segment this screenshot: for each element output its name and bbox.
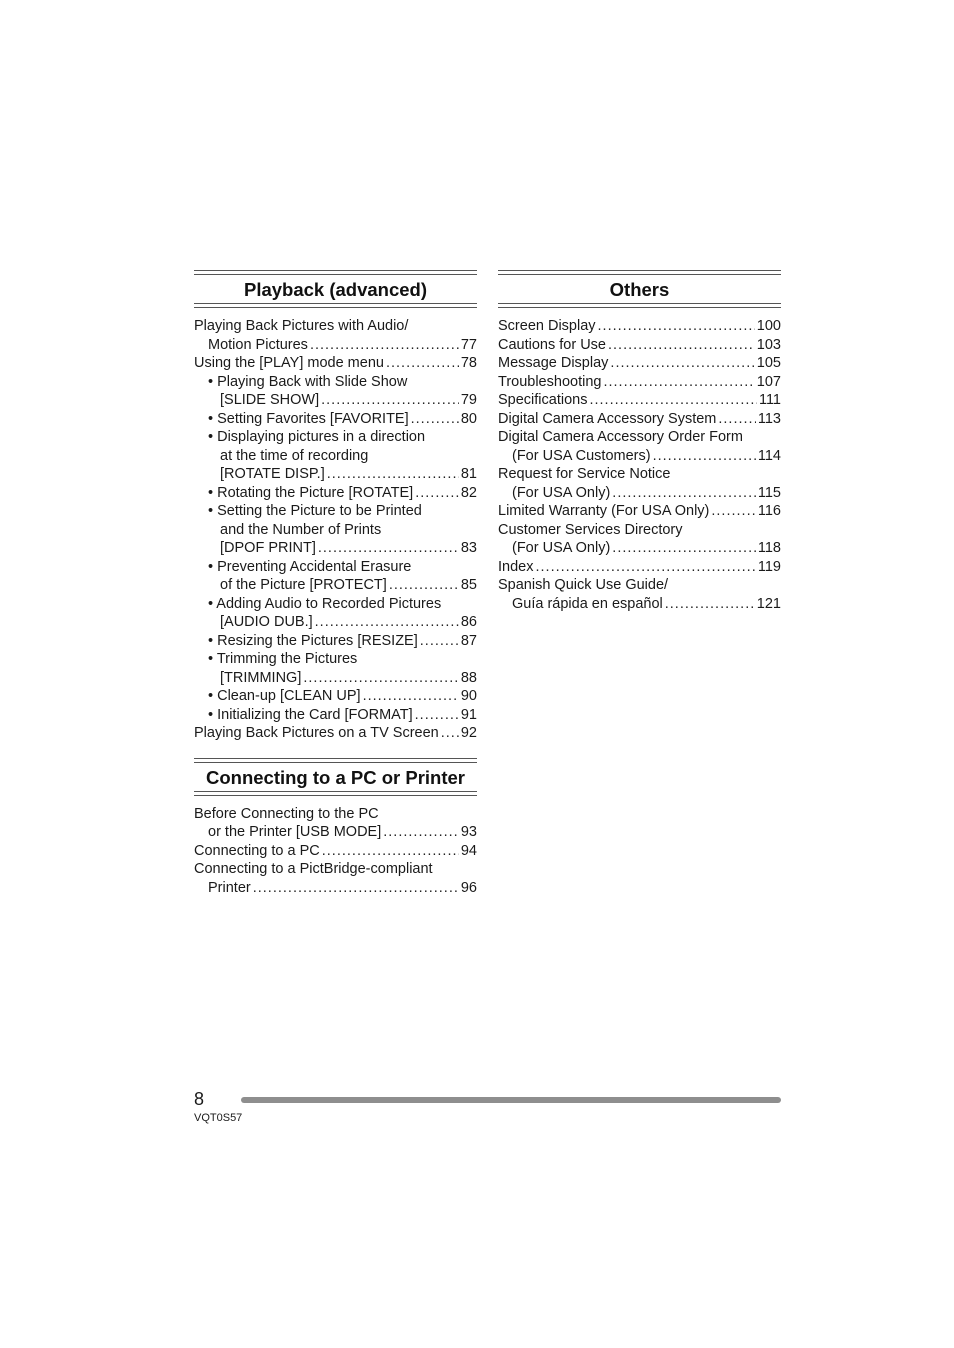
toc-entry-line	[194, 391, 477, 410]
toc-page-number: 79	[460, 392, 477, 408]
toc-entry-line	[498, 521, 781, 540]
toc-entry-line	[194, 724, 477, 743]
toc-page-number: 82	[460, 484, 477, 501]
section-header	[194, 270, 477, 308]
dot-leader	[589, 391, 756, 410]
toc-entry	[194, 860, 477, 897]
toc-entry-line	[498, 484, 781, 503]
toc-entry-text: • Setting the Picture to be Printed	[208, 503, 422, 519]
toc-entry-line	[194, 373, 477, 392]
toc-page-number: 92	[460, 725, 477, 741]
dot-leader	[653, 447, 756, 466]
toc-entry	[498, 428, 781, 465]
toc-entry-text: [ROTATE DISP.]	[220, 466, 325, 482]
section-playback-advanced	[194, 270, 477, 743]
toc-entry-line	[498, 410, 781, 429]
toc-entry-line	[194, 669, 477, 688]
dot-leader	[411, 410, 459, 429]
toc-entry-text: Index	[498, 558, 534, 575]
toc-entries	[194, 805, 477, 898]
toc-entry	[498, 465, 781, 502]
toc-entry-text: • Adding Audio to Recorded Pictures	[208, 595, 442, 612]
dot-leader	[389, 576, 459, 595]
toc-entry-text: Playing Back Pictures on a TV Screen	[194, 725, 439, 741]
header-rule-bottom	[498, 303, 781, 308]
dot-leader	[386, 354, 459, 373]
toc-entry-text: (For USA Customers)	[512, 447, 651, 464]
toc-entry-line	[498, 354, 781, 373]
toc-entry-line	[194, 502, 477, 521]
dot-leader	[310, 336, 459, 355]
toc-page-number: 88	[460, 669, 477, 686]
dot-leader	[612, 484, 756, 503]
left-column	[194, 270, 477, 897]
toc-entry	[194, 650, 477, 687]
toc-entry-text: Spanish Quick Use Guide/	[498, 577, 669, 593]
toc-entry	[498, 410, 781, 429]
toc-entry-line	[194, 558, 477, 577]
toc-entry-text: Using the [PLAY] mode menu	[194, 355, 384, 371]
toc-page-number: 93	[460, 824, 477, 840]
toc-entry	[194, 805, 477, 842]
toc-entry-line	[498, 502, 781, 521]
dot-leader	[610, 354, 754, 373]
toc-entry-text: • Resizing the Pictures [RESIZE]	[208, 632, 418, 649]
toc-entry-text: Screen Display	[498, 318, 596, 334]
toc-entries	[498, 317, 781, 613]
dot-leader	[363, 687, 459, 706]
footer-bar	[241, 1097, 781, 1103]
toc-entry-text: or the Printer [USB MODE]	[208, 824, 382, 840]
toc-entry-text: • Setting Favorites [FAVORITE]	[208, 410, 409, 427]
toc-entry-text: Digital Camera Accessory System	[498, 410, 717, 427]
toc-entry-text: [DPOF PRINT]	[220, 540, 316, 556]
toc-entry-line	[194, 539, 477, 558]
section-title: Others	[609, 279, 670, 300]
toc-entry	[194, 354, 477, 373]
toc-entry	[194, 724, 477, 743]
toc-entry-line	[194, 336, 477, 355]
toc-entry-line	[194, 842, 477, 861]
toc-page-number: 91	[460, 706, 477, 723]
toc-entry-text: • Clean-up [CLEAN UP]	[208, 688, 361, 704]
dot-leader	[420, 632, 459, 651]
toc-entry-line	[194, 595, 477, 614]
toc-entry-text: [SLIDE SHOW]	[220, 392, 320, 408]
toc-entry-line	[498, 317, 781, 336]
toc-entry-line	[194, 632, 477, 651]
toc-entry	[194, 595, 477, 632]
right-column	[498, 270, 781, 613]
toc-entry-line	[194, 465, 477, 484]
toc-entry-line	[194, 860, 477, 879]
toc-entry-line	[194, 484, 477, 503]
toc-page-number: 113	[757, 410, 781, 427]
toc-entry-line	[498, 465, 781, 484]
dot-leader	[303, 669, 459, 688]
toc-entry-text: Request for Service Notice	[498, 466, 671, 482]
toc-page-number: 103	[756, 336, 781, 353]
toc-entry-line	[498, 558, 781, 577]
dot-leader	[253, 879, 459, 898]
toc-entry-text: (For USA Only)	[512, 484, 611, 501]
toc-entry	[194, 373, 477, 410]
toc-entry	[194, 410, 477, 429]
toc-entry-text: Printer	[208, 879, 251, 896]
toc-entry-text: Digital Camera Accessory Order Form	[498, 429, 743, 445]
toc-entry-line	[498, 576, 781, 595]
toc-entry-text: Before Connecting to the PC	[194, 805, 379, 822]
dot-leader	[318, 539, 459, 558]
toc-entry-text: • Initializing the Card [FORMAT]	[208, 706, 413, 723]
toc-entry-text: • Preventing Accidental Erasure	[208, 558, 412, 575]
toc-entry	[194, 706, 477, 725]
toc-entry-text: Troubleshooting	[498, 373, 602, 390]
toc-page-number: 105	[756, 355, 781, 371]
dot-leader	[711, 502, 756, 521]
toc-entry-text: • Trimming the Pictures	[208, 651, 358, 667]
toc-entry-line	[194, 428, 477, 447]
toc-entry-line	[194, 410, 477, 429]
toc-page-number: 119	[757, 558, 781, 575]
toc-page-number: 90	[460, 688, 477, 704]
toc-entry-text: and the Number of Prints	[220, 521, 382, 538]
toc-entry-text: Limited Warranty (For USA Only)	[498, 503, 710, 519]
toc-entry-text: • Rotating the Picture [ROTATE]	[208, 484, 414, 501]
section-title: Playback (advanced)	[243, 279, 428, 300]
section-connecting-pc-printer	[194, 758, 477, 898]
toc-page-number: 87	[460, 632, 477, 649]
toc-page-number: 94	[460, 842, 477, 859]
toc-entry	[498, 576, 781, 613]
toc-entry	[498, 391, 781, 410]
header-rule-top	[498, 270, 781, 275]
dot-leader	[535, 558, 755, 577]
toc-entry	[194, 842, 477, 861]
toc-entry	[498, 502, 781, 521]
toc-entry-line	[194, 823, 477, 842]
toc-entry	[498, 354, 781, 373]
toc-entry-text: [AUDIO DUB.]	[220, 614, 313, 630]
header-rule-top	[194, 270, 477, 275]
toc-page-number: 77	[460, 336, 477, 353]
toc-entry-line	[498, 428, 781, 447]
toc-entry-text: Specifications	[498, 392, 588, 408]
dot-leader	[598, 317, 755, 336]
toc-entry-text: Message Display	[498, 355, 609, 371]
toc-entry	[498, 521, 781, 558]
dot-leader	[321, 391, 459, 410]
toc-entry-line	[498, 595, 781, 614]
toc-entry-line	[498, 391, 781, 410]
dot-leader	[718, 410, 756, 429]
toc-entry-text: Playing Back Pictures with Audio/	[194, 318, 409, 334]
toc-entry-line	[194, 650, 477, 669]
toc-entry-text: (For USA Only)	[512, 540, 611, 556]
toc-entry	[498, 373, 781, 392]
toc-entry-text: of the Picture [PROTECT]	[220, 577, 387, 593]
section-others	[498, 270, 781, 613]
toc-entry	[194, 428, 477, 484]
toc-entry-line	[498, 447, 781, 466]
toc-entry-text: Cautions for Use	[498, 336, 606, 353]
dot-leader	[441, 724, 459, 743]
toc-entry-text: at the time of recording	[220, 447, 369, 464]
toc-entry-line	[194, 576, 477, 595]
toc-entry	[194, 687, 477, 706]
toc-entry-line	[498, 336, 781, 355]
dot-leader	[315, 613, 459, 632]
toc-entry	[194, 502, 477, 558]
header-rule-bottom	[194, 303, 477, 308]
dot-leader	[415, 706, 459, 725]
toc-page-number: 121	[756, 595, 781, 612]
toc-entry-line	[194, 805, 477, 824]
toc-entry-line	[194, 687, 477, 706]
toc-entry-text: • Playing Back with Slide Show	[208, 373, 408, 390]
toc-entry-text: Guía rápida en español	[512, 595, 663, 612]
toc-entry-text: Connecting to a PC	[194, 842, 320, 859]
dot-leader	[665, 595, 755, 614]
toc-entry	[498, 558, 781, 577]
toc-page-number: 96	[460, 879, 477, 896]
toc-entry-text: Connecting to a PictBridge-compliant	[194, 861, 433, 877]
toc-entry-line	[194, 354, 477, 373]
dot-leader	[383, 823, 459, 842]
toc-page-number: 111	[758, 392, 781, 408]
toc-page-number: 81	[460, 466, 477, 482]
toc-entry-text: Customer Services Directory	[498, 521, 683, 538]
toc-entry	[498, 317, 781, 336]
toc-entry-line	[194, 521, 477, 540]
toc-page-number: 83	[460, 540, 477, 556]
dot-leader	[322, 842, 459, 861]
section-title: Connecting to a PC or Printer	[205, 766, 466, 788]
toc-page-number: 78	[460, 355, 477, 371]
toc-page-number: 118	[757, 540, 781, 556]
page-number: 8	[194, 1089, 205, 1109]
toc-page-number: 86	[460, 614, 477, 630]
toc-entry-text: • Displaying pictures in a direction	[208, 429, 426, 445]
toc-page-number: 85	[460, 577, 477, 593]
toc-entry	[194, 558, 477, 595]
toc-page-number: 100	[756, 318, 781, 334]
dot-leader	[327, 465, 459, 484]
dot-leader	[603, 373, 754, 392]
toc-entry-line	[194, 706, 477, 725]
section-header	[194, 758, 477, 796]
toc-page-number: 115	[757, 484, 781, 501]
toc-entries	[194, 317, 477, 743]
dot-leader	[415, 484, 459, 503]
toc-entry-line	[194, 317, 477, 336]
toc-page-number: 80	[460, 410, 477, 427]
header-rule-bottom	[194, 791, 477, 796]
toc-entry-line	[194, 447, 477, 466]
toc-entry	[498, 336, 781, 355]
doc-code: VQT0S57	[194, 1112, 243, 1124]
toc-entry-text: [TRIMMING]	[220, 669, 302, 686]
toc-page-number: 107	[756, 373, 781, 390]
toc-entry-line	[498, 539, 781, 558]
toc-entry-line	[194, 613, 477, 632]
toc-entry-text: Motion Pictures	[208, 336, 308, 353]
toc-entry	[194, 484, 477, 503]
header-rule-top	[194, 758, 477, 763]
dot-leader	[612, 539, 756, 558]
dot-leader	[608, 336, 755, 355]
toc-entry-line	[194, 879, 477, 898]
toc-entry-line	[498, 373, 781, 392]
toc-entry	[194, 317, 477, 354]
toc-page-number: 114	[757, 447, 781, 464]
toc-entry	[194, 632, 477, 651]
section-header	[498, 270, 781, 308]
toc-page-number: 116	[757, 503, 781, 519]
